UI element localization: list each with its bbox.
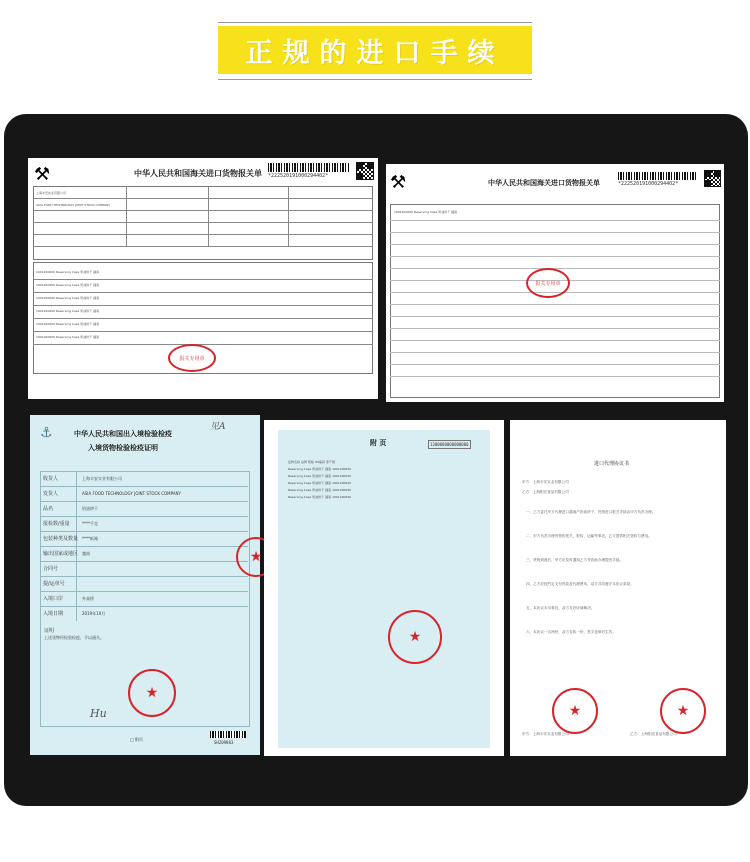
attachment-line: 货物名称 品牌 规格 HS编码 原产国 — [288, 460, 335, 464]
banner-box — [218, 26, 532, 74]
customs-doc-2-goods-table — [390, 204, 720, 398]
grid-line — [126, 186, 127, 246]
cert-row-label: 输出国家或地区 — [43, 551, 79, 557]
agency-letter-title: 进口代理协议书 — [594, 461, 630, 467]
attachment-line: Reserving Caps 奶油饼干 越南 1901200000 — [288, 467, 352, 471]
attachment-line: Reserving Caps 奶油饼干 越南 1901200000 — [288, 488, 352, 492]
cert-row-label: 入境口岸 — [43, 596, 64, 602]
banner-bottom-rule — [218, 79, 532, 80]
grid-line — [33, 305, 373, 306]
customs-doc-2-qr — [704, 170, 721, 187]
agency-paragraph: 五、本协议未尽事宜，双方友好协商解决。 — [526, 606, 595, 610]
customs-goods-row: 1901200000 Reserving Caps 奶油饼干 越南 — [36, 270, 100, 274]
agency-letter-party-a: 甲方：上海丰安实业有限公司 — [522, 480, 569, 484]
cert-row-line — [40, 606, 248, 607]
customs-goods-row: 1901200000 Reserving Caps 奶油饼干 越南 — [36, 309, 100, 313]
cert-row-label: 包装种类及数量 — [43, 536, 79, 542]
inspection-seal — [128, 669, 176, 717]
cert-row-line — [40, 546, 248, 547]
grid-line — [33, 318, 373, 319]
inspection-signature: Hu — [90, 707, 107, 720]
cert-row-label: 发货人 — [43, 491, 59, 497]
customs-stamp-1-label: 报关专用章 — [179, 355, 205, 362]
cert-row-value: ****纸箱 — [82, 536, 98, 541]
cert-row-line — [40, 486, 248, 487]
grid-line — [33, 331, 373, 332]
customs-goods-row: 1901200000 Reserving Caps 奶油饼干 越南 — [36, 283, 100, 287]
customs-goods-row: 1901200000 Reserving Caps 奶油饼干 越南 — [36, 322, 100, 326]
customs-doc-2-title: 中华人民共和国海关进口货物报关单 — [488, 179, 600, 187]
inspection-handwriting: 见A — [210, 422, 226, 432]
inspection-footer-check: □ 附页 — [130, 737, 144, 742]
cert-row-line — [40, 501, 248, 502]
attachment-page — [264, 420, 504, 756]
ruled-line — [390, 304, 720, 305]
customs-doc-1-barcode — [268, 163, 350, 172]
banner-title: 正规的进口手续 — [245, 37, 505, 69]
cert-row-value: 2019年10月 — [82, 611, 106, 616]
inspection-remarks-label: 证明 — [44, 628, 55, 634]
cert-row-value: 越南 — [82, 551, 90, 556]
ruled-line — [390, 316, 720, 317]
cert-row-value: 奶油饼干 — [82, 506, 98, 511]
ruled-line — [390, 352, 720, 353]
document-frame — [4, 114, 748, 806]
customs-doc-2-serial: *222520191000294402* — [618, 181, 679, 187]
cert-row-value: ****千克 — [82, 521, 98, 526]
cert-row-label: 入境日期 — [43, 611, 64, 617]
grid-line — [33, 292, 373, 293]
customs-declaration-1 — [28, 158, 378, 399]
customs-doc-1-title: 中华人民共和国海关进口货物报关单 — [134, 169, 262, 178]
grid-line — [33, 222, 373, 223]
attachment-serial-box: 1300000000000000 — [430, 442, 469, 447]
attachment-line: Reserving Caps 奶油饼干 越南 1901200000 — [288, 495, 352, 499]
cert-row-value: 外高桥 — [82, 596, 94, 601]
customs-goods-row: 1901200000 Reserving Caps 奶油饼干 越南 — [36, 296, 100, 300]
cert-row-label: 提/运单号 — [43, 581, 65, 587]
star-icon: ★ — [676, 703, 690, 719]
agency-seal-b — [660, 688, 706, 734]
grid-line — [33, 279, 373, 280]
star-icon: ★ — [249, 549, 263, 565]
customs-emblem-icon: ⚒ — [34, 164, 51, 185]
customs-goods-row: 1901200000 Reserving Caps 奶油饼干 越南 — [36, 335, 100, 339]
agency-letter — [510, 420, 726, 756]
grid-line — [33, 246, 373, 247]
agency-paragraph: 三、货物到港后，甲方应及时通知乙方并协助办理提货手续。 — [526, 558, 624, 562]
customs-stamp-1 — [168, 344, 216, 372]
customs-doc-1-unit: 上海丰安实业有限公司 — [36, 191, 67, 195]
grid-line — [208, 186, 209, 246]
ruled-line — [390, 256, 720, 257]
grid-line — [33, 234, 373, 235]
agency-letter-party-b: 乙方：上海阳光食品有限公司 — [522, 490, 569, 494]
grid-line — [33, 198, 373, 199]
ruled-line — [390, 376, 720, 377]
cert-row-value: 上海丰安实业有限公司 — [82, 476, 122, 481]
inspection-remarks-text: 上述货物经检验检疫，予以通关。 — [44, 635, 104, 640]
attachment-sheet — [278, 430, 490, 748]
grid-line — [33, 210, 373, 211]
attachment-line: Reserving Caps 奶油饼干 越南 1901200000 — [288, 481, 352, 485]
customs-doc-2-goods-row: 1901200000 Reserving Caps 奶油饼干 越南 — [394, 210, 458, 214]
cert-row-line — [40, 576, 248, 577]
attachment-seal — [388, 610, 442, 664]
cert-row-label: 报检数/重量 — [43, 521, 70, 527]
cert-row-label: 收货人 — [43, 476, 59, 482]
banner — [218, 22, 532, 80]
agency-paragraph: 二、甲方负责办理货物的报关、报检、运输等事宜，乙方提供相关资料与费用。 — [526, 534, 652, 538]
cert-row-label: 品名 — [43, 506, 54, 512]
cert-row-line — [40, 591, 248, 592]
ruled-line — [390, 340, 720, 341]
agency-seal-a — [552, 688, 598, 734]
agency-letter-sign-a: 甲方：上海丰安实业有限公司 — [522, 732, 569, 736]
ruled-line — [390, 364, 720, 365]
star-icon: ★ — [145, 685, 159, 701]
agency-letter-sign-b: 乙方：上海阳光食品有限公司 — [630, 732, 677, 736]
customs-doc-1-qr — [356, 162, 374, 180]
customs-doc-2-barcode — [618, 172, 696, 180]
star-icon: ★ — [568, 703, 582, 719]
inspection-footer-barcode — [210, 731, 246, 738]
ruled-line — [390, 232, 720, 233]
customs-stamp-2-label: 报关专用章 — [535, 280, 561, 287]
customs-declaration-2 — [386, 164, 724, 402]
banner-top-rule — [218, 22, 532, 23]
cert-row-line — [40, 531, 248, 532]
attachment-title: 附 页 — [370, 439, 387, 447]
agency-paragraph: 一、乙方委托甲方代理进口越南产奶油饼干，货物进口报关手续由甲方负责办理。 — [526, 510, 656, 514]
customs-doc-1-company-en: ASIA FOOD TECHNOLOGY JOINT STOCK COMPANY — [36, 203, 111, 207]
customs-doc-1-serial: *222520191000294402* — [268, 173, 329, 179]
agency-paragraph: 四、乙方应按约定支付货款及代理费用，双方共同遵守本协议条款。 — [526, 582, 634, 586]
inspection-header-line1: 中华人民共和国出入境检验检疫 — [74, 430, 172, 438]
ruled-line — [390, 328, 720, 329]
inspection-emblem-icon: ⚓ — [40, 425, 53, 441]
customs-stamp-2 — [526, 268, 570, 298]
cert-row-value: ASIA FOOD TECHNOLOGY JOINT STOCK COMPANY — [82, 491, 181, 496]
cert-row-label: 合同号 — [43, 566, 59, 572]
inspection-certificate — [30, 415, 263, 755]
cert-row-line — [40, 561, 248, 562]
cert-row-line — [40, 471, 248, 472]
customs-emblem-icon: ⚒ — [390, 172, 407, 193]
inspection-footer-barcode-no: SH209883 — [214, 740, 234, 745]
grid-line — [288, 186, 289, 246]
ruled-line — [390, 244, 720, 245]
cert-row-line — [40, 516, 248, 517]
attachment-line: Reserving Caps 奶油饼干 越南 1901200000 — [288, 474, 352, 478]
ruled-line — [390, 220, 720, 221]
star-icon: ★ — [408, 629, 422, 645]
agency-paragraph: 六、本协议一式两份，双方各执一份，签字盖章后生效。 — [526, 630, 616, 634]
inspection-header-line2: 入境货物检验检疫证明 — [88, 444, 158, 452]
